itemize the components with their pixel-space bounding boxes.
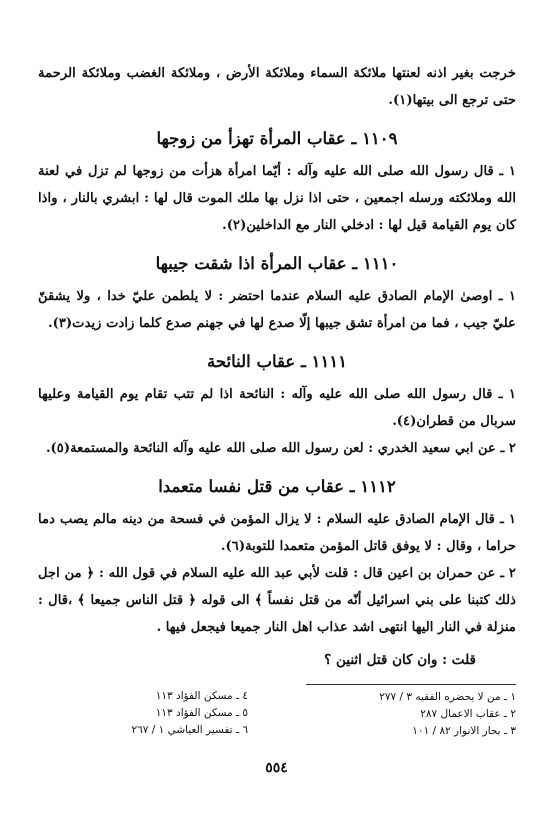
page-content (38, 60, 516, 674)
section-1109 (38, 124, 516, 239)
section-heading: ١١١٠ ـ عقاب المرأة اذا شقت جيبها (155, 254, 399, 273)
question-line: قلت : وان كان قتل اثنين ؟ (324, 652, 476, 668)
footnote-item: ٥ ـ مسكن الفؤاد ١١٣ (155, 707, 248, 719)
footnote-item: ٣ ـ بحار الانوار ٨٢ / ١٠١ (412, 725, 516, 737)
footnotes (38, 684, 516, 740)
section-1110 (38, 249, 516, 337)
section-heading: ١١١٢ ـ عقاب من قتل نفسا متعمدا (158, 477, 396, 496)
section-heading: ١١١١ ـ عقاب النائحة (207, 352, 347, 371)
hadith-paragraph: ١ ـ اوصىٰ الإمام الصادق عليه السلام عندما احتضر : لا يلطمن عليّ خدا ، ولا يشقنّ عليّ جيب ، فما من امرأة تشق جيبها إلّا صدع لها في جهنم صدع كلما زادت زيدت(٣). (38, 289, 516, 331)
hadith-paragraph: ٢ ـ عن حمران بن اعين قال : قلت لأبي عبد الله عليه السلام في قول الله : ﴿ من اجل ذلك كتبنا على بني اسرائيل أنّه من قتل نفساً ﴾ الى قوله ﴿ قتل الناس جميعا ﴾ ،قال : منزلة في النار اليها انتهى اشد عذاب اهل النار جميعا فيجعل فيها . (38, 566, 516, 635)
footnote-item: ٦ ـ تفسير العياشي ١ / ٢٦٧ (131, 724, 248, 736)
intro-paragraph: خرجت بغير اذنه لعنتها ملائكة السماء وملائكة الأرض ، وملائكة الغضب وملائكة الرحمة حتى ترجع الى بيتها(١). (38, 66, 516, 108)
footnotes-right-column (306, 684, 516, 740)
hadith-paragraph: ١ ـ قال رسول الله صلى الله عليه وآله : أيّما امرأة هزأت من زوجها لم تزل في لعنة الله وملائكته ورسله اجمعين ، حتى اذا نزل بها ملك الموت قال لها : ابشري بالنار ، واذا كان يوم القيامة قيل لها : ادخلي النار مع الداخلين(٢). (38, 164, 516, 233)
footnote-item: ٢ ـ عقاب الاعمال ٢٨٧ (420, 708, 516, 720)
page-number: ٥٥٤ (265, 760, 288, 776)
footnotes-left-column (38, 684, 248, 740)
section-1112 (38, 472, 516, 641)
hadith-paragraph: ١ ـ قال الإمام الصادق عليه السلام : لا يزال المؤمن في فسحة من دينه مالم يصب دما حراما ، وقال : لا يوفق قاتل المؤمن متعمدا للتوبة(٦). (38, 512, 516, 554)
hadith-paragraph: ٢ ـ عن ابي سعيد الخدري : لعن رسول الله صلى الله عليه وآله النائحة والمستمعة(٥). (45, 441, 516, 456)
section-1111 (38, 347, 516, 462)
footnote-item: ١ ـ من لا يحضره الفقيه ٣ / ٢٧٧ (379, 691, 516, 703)
section-heading: ١١٠٩ ـ عقاب المرأة تهزأ من زوجها (156, 129, 398, 148)
hadith-paragraph: ١ ـ قال رسول الله صلى الله عليه وآله : النائحة اذا لم تتب تقام يوم القيامة وعليها سربال من قطران(٤). (38, 387, 516, 429)
footnote-item: ٤ ـ مسكن الفؤاد ١١٣ (155, 690, 248, 702)
